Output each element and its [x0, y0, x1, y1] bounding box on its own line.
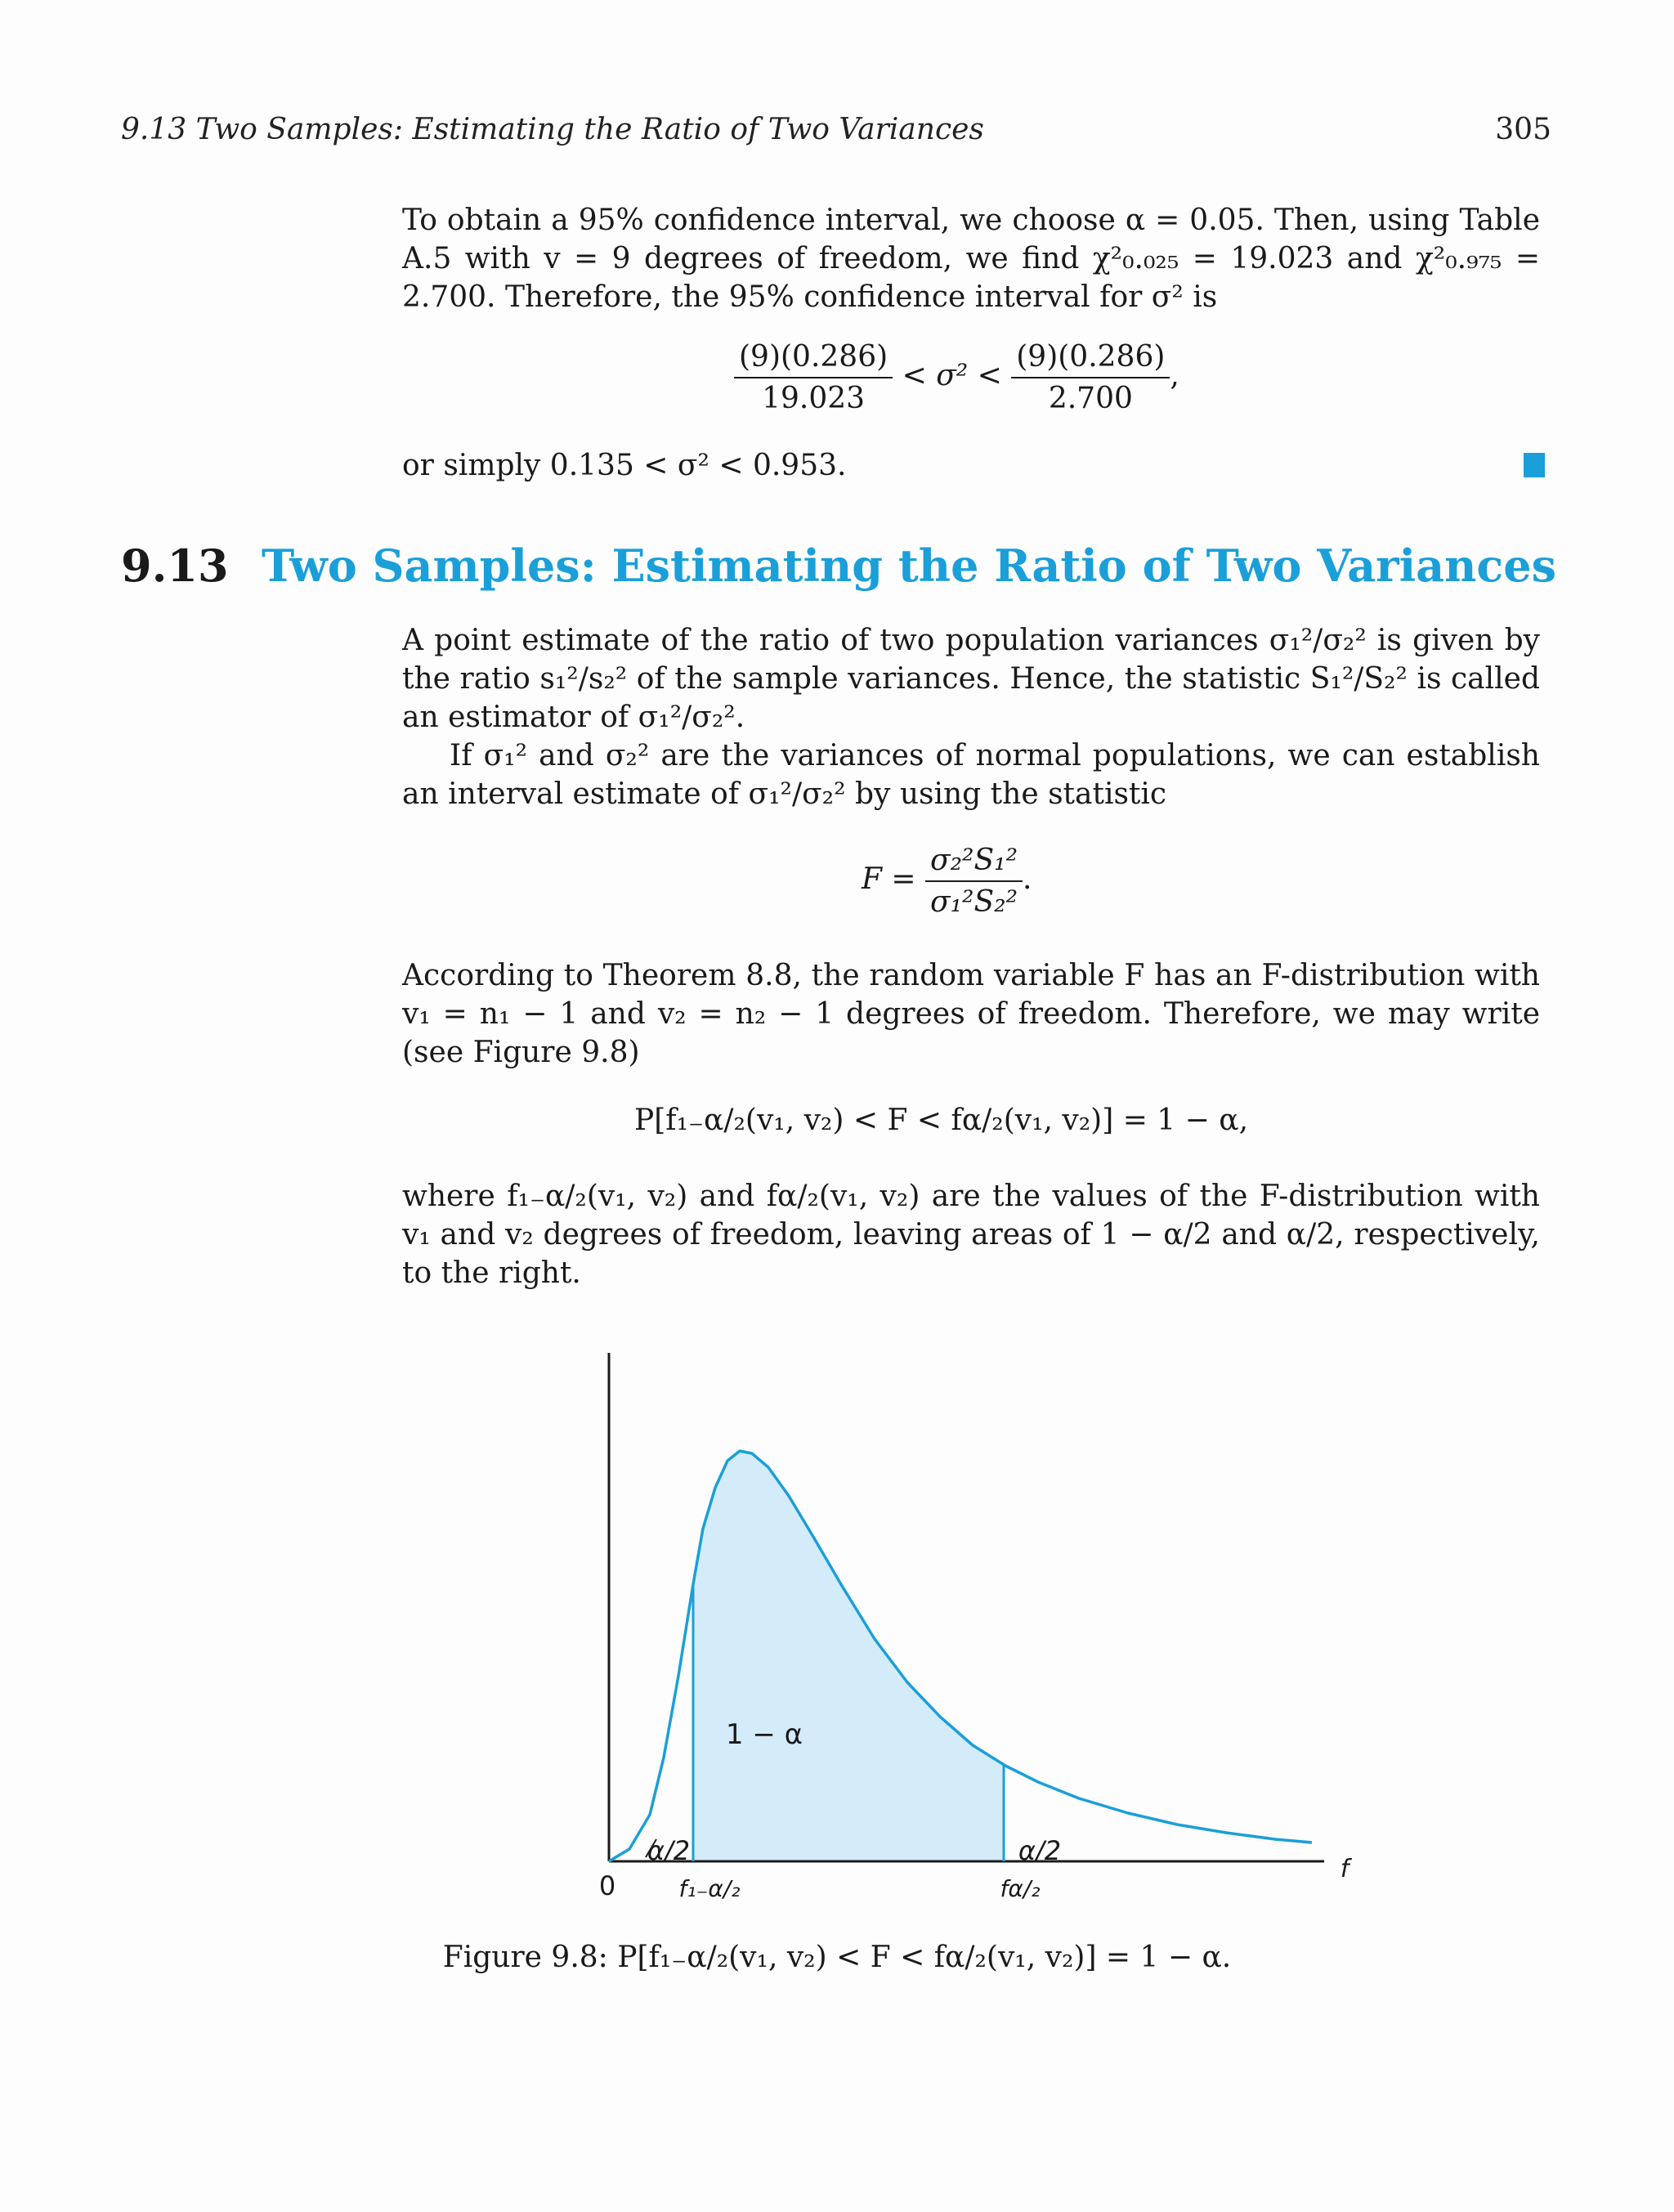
axis-variable-label: f	[1340, 1855, 1349, 1883]
paragraph-where: where f₁₋α/₂(v₁, v₂) and fα/₂(v₁, v₂) are the values of the F-distribution with v₁ and v₂ degrees of freedom, leaving areas of 1 − α/2 and α/2, respectively, to the right.	[402, 1180, 1540, 1290]
f-lower-label: f₁₋α/₂	[678, 1875, 741, 1902]
paragraph-point-estimate: A point estimate of the ratio of two population variances σ₁²/σ₂² is given by the ratio s₁²/s₂² of the sample variances. Hence, the statistic S₁²/S₂² is called an estimator of σ₁²/σ₂².	[402, 624, 1540, 734]
center-area-label: 1 − α	[725, 1718, 803, 1751]
ci-trail: ,	[1170, 359, 1179, 392]
left-tail-label: α/2	[647, 1835, 691, 1866]
ci-left-denominator: 19.023	[762, 382, 866, 415]
figure-shapes	[609, 1353, 1324, 1861]
intro-text: To obtain a 95% confidence interval, we choose α = 0.05. Then, using Table A.5 with v = 9 degrees of freedom, we find χ²₀.₀₂₅ = 19.023 and χ²₀.₉₇₅ = 2.700. Therefore, the 95% confidence interval for σ² is	[402, 204, 1540, 314]
f-numerator: σ₂²S₁²	[925, 844, 1023, 882]
page-number: 305	[1495, 113, 1551, 146]
ci-middle: < σ² <	[893, 359, 1012, 392]
f-trail: .	[1023, 862, 1032, 896]
section-number: 9.13	[121, 540, 229, 592]
simply-text: or simply 0.135 < σ² < 0.953.	[402, 449, 847, 482]
central-area-fill	[693, 1451, 1004, 1861]
paragraph-interval-estimate: If σ₁² and σ₂² are the variances of normal populations, we can establish an interval estimate of σ₁²/σ₂² by using the statistic	[402, 739, 1540, 811]
f-lhs: F =	[862, 862, 926, 896]
probability-equation: P[f₁₋α/₂(v₁, v₂) < F < fα/₂(v₁, v₂)] = 1 − α,	[634, 1104, 1249, 1137]
f-upper-label: fα/₂	[1000, 1875, 1041, 1902]
ci-left-numerator: (9)(0.286)	[734, 340, 893, 378]
running-head: 9.13 Two Samples: Estimating the Ratio of Two Variances	[121, 113, 984, 146]
f-denominator: σ₁²S₂²	[930, 885, 1018, 919]
paragraph-theorem: According to Theorem 8.8, the random variable F has an F-distribution with v₁ = n₁ − 1 and v₂ = n₂ − 1 degrees of freedom. Therefore, we may write (see Figure 9.8)	[402, 959, 1540, 1069]
ci-right-numerator: (9)(0.286)	[1011, 340, 1170, 378]
ci-right-denominator: 2.700	[1048, 382, 1133, 415]
origin-label: 0	[598, 1870, 616, 1901]
section-title: Two Samples: Estimating the Ratio of Two Variances	[262, 540, 1556, 592]
right-tail-label: α/2	[1018, 1835, 1062, 1866]
figure-caption: Figure 9.8: P[f₁₋α/₂(v₁, v₂) < F < fα/₂(v₁, v₂)] = 1 − α.	[442, 1941, 1232, 1974]
